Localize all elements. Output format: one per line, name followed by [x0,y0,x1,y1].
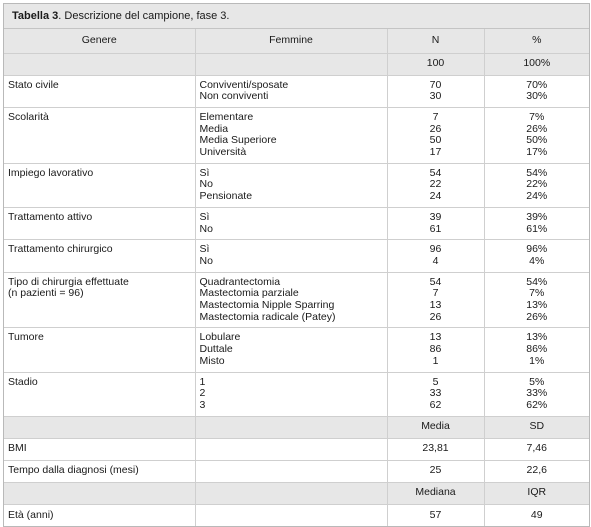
item-pct: 70% [526,78,548,91]
item-pct: 13% [526,331,548,344]
stats-header-row-2 [4,482,589,504]
item-name: No [199,222,213,235]
table-row [4,328,589,372]
table-row [4,240,589,272]
table-row [4,163,589,207]
item-pct: 26% [526,310,548,323]
item-n: 7 [432,110,439,123]
item-name: Sì [199,243,210,256]
eta-row [4,504,589,526]
group-label-line: Trattamento chirurgico [8,243,113,256]
item-pct: 13% [526,299,548,312]
group-items [195,240,387,272]
header-pct: % [484,29,589,53]
group-label-line: Impiego lavorativo [8,166,94,179]
tempo-sd: 22,6 [484,460,589,482]
header-genere: Genere [4,29,195,53]
group-n-values [387,372,484,416]
item-name: No [199,254,213,267]
subheader-empty-2 [195,53,387,75]
group-items [195,163,387,207]
item-name: 2 [199,387,206,400]
tempo-empty [195,460,387,482]
item-n: 4 [432,254,439,267]
item-n: 13 [429,331,442,344]
eta-label: Età (anni) [4,504,195,526]
item-pct: 39% [526,210,548,223]
group-n-values [387,107,484,163]
item-n: 26 [429,310,442,323]
item-name: Elementare [199,110,254,123]
group-items [195,272,387,328]
item-pct: 24% [526,190,548,203]
bmi-media: 23,81 [387,438,484,460]
table-caption [4,4,589,29]
group-label [4,372,195,416]
group-label [4,163,195,207]
item-n: 26 [429,122,442,135]
data-table [4,29,589,526]
group-items [195,328,387,372]
table-row [4,107,589,163]
tempo-media: 25 [387,460,484,482]
group-pct-values [484,240,589,272]
group-pct-values [484,272,589,328]
item-name: Pensionate [199,190,253,203]
item-pct: 54% [526,275,548,288]
item-pct: 7% [529,110,545,123]
bmi-sd: 7,46 [484,438,589,460]
item-pct: 30% [526,90,548,103]
group-n-values [387,328,484,372]
item-name: Conviventi/sposate [199,78,289,91]
item-n: 61 [429,222,442,235]
group-n-values [387,207,484,239]
stats-header-empty-2 [195,416,387,438]
item-pct: 7% [529,287,545,300]
group-n-values [387,272,484,328]
item-n: 54 [429,166,442,179]
stats-header-media: Media [387,416,484,438]
group-pct-values [484,75,589,107]
item-pct: 96% [526,243,548,256]
item-name: Media [199,122,229,135]
item-n: 54 [429,275,442,288]
stats-header-empty-1 [4,416,195,438]
table-row [4,75,589,107]
group-n-values [387,75,484,107]
group-label [4,107,195,163]
item-name: Mastectomia Nipple Sparring [199,299,335,312]
subheader-empty-1 [4,53,195,75]
group-label [4,240,195,272]
item-n: 70 [429,78,442,91]
group-n-values [387,240,484,272]
group-label [4,272,195,328]
tempo-row [4,460,589,482]
stats-header-row-1 [4,416,589,438]
item-n: 24 [429,190,442,203]
group-items [195,372,387,416]
item-n: 1 [432,354,439,367]
item-n: 22 [429,178,442,191]
stats-header-iqr: IQR [484,482,589,504]
item-n: 33 [429,387,442,400]
item-pct: 62% [526,398,548,411]
eta-mediana: 57 [387,504,484,526]
header-row [4,29,589,53]
item-name: Misto [199,354,225,367]
item-name: Sì [199,210,210,223]
item-n: 30 [429,90,442,103]
group-items [195,107,387,163]
item-name: Università [199,146,247,159]
group-label-line: Tumore [8,331,44,344]
item-pct: 61% [526,222,548,235]
item-n: 13 [429,299,442,312]
group-pct-values [484,107,589,163]
item-n: 50 [429,134,442,147]
item-n: 17 [429,146,442,159]
item-pct: 5% [529,375,545,388]
group-label [4,328,195,372]
subheader-n: 100 [387,53,484,75]
caption-label: Tabella 3 [12,10,59,22]
bmi-empty [195,438,387,460]
group-items [195,207,387,239]
bmi-label: BMI [4,438,195,460]
item-pct: 86% [526,343,548,356]
subheader-row [4,53,589,75]
bmi-row [4,438,589,460]
stats-header-mediana: Mediana [387,482,484,504]
item-name: Sì [199,166,210,179]
group-label [4,207,195,239]
group-label [4,75,195,107]
item-pct: 54% [526,166,548,179]
item-pct: 33% [526,387,548,400]
group-label-line: Stato civile [8,78,59,91]
item-n: 96 [429,243,442,256]
item-pct: 22% [526,178,548,191]
group-label-line: Stadio [8,375,38,388]
item-n: 7 [432,287,439,300]
item-pct: 50% [526,134,548,147]
item-name: 1 [199,375,206,388]
eta-empty [195,504,387,526]
group-pct-values [484,207,589,239]
table-container [3,3,590,527]
item-name: Mastectomia radicale (Patey) [199,310,336,323]
group-label-line: Tipo di chirurgia effettuate [8,275,129,288]
group-pct-values [484,328,589,372]
group-label-line: Trattamento attivo [8,210,93,223]
item-n: 62 [429,398,442,411]
item-pct: 4% [529,254,545,267]
table-row [4,372,589,416]
item-pct: 1% [529,354,545,367]
item-name: Media Superiore [199,134,277,147]
item-n: 39 [429,210,442,223]
item-name: Lobulare [199,331,241,344]
tempo-label: Tempo dalla diagnosi (mesi) [4,460,195,482]
item-name: Quadrantectomia [199,275,281,288]
item-name: No [199,178,213,191]
table-row [4,272,589,328]
item-name: Duttale [199,343,233,356]
group-label-line: Scolarità [8,110,49,123]
header-femmine: Femmine [195,29,387,53]
eta-iqr: 49 [530,508,543,521]
caption-text: . Descrizione del campione, fase 3. [58,10,230,22]
group-n-values [387,163,484,207]
item-name: Mastectomia parziale [199,287,299,300]
item-n: 5 [432,375,439,388]
item-name: Non conviventi [199,90,269,103]
group-pct-values [484,163,589,207]
subheader-pct: 100% [484,53,589,75]
stats-header-sd: SD [484,416,589,438]
stats-header2-empty-1 [4,482,195,504]
group-pct-values [484,372,589,416]
group-label-line: (n pazienti = 96) [8,287,84,300]
header-n: N [387,29,484,53]
table-row [4,207,589,239]
item-n: 86 [429,343,442,356]
group-items [195,75,387,107]
stats-header2-empty-2 [195,482,387,504]
item-pct: 26% [526,122,548,135]
item-pct: 17% [526,146,548,159]
item-name: 3 [199,398,206,411]
